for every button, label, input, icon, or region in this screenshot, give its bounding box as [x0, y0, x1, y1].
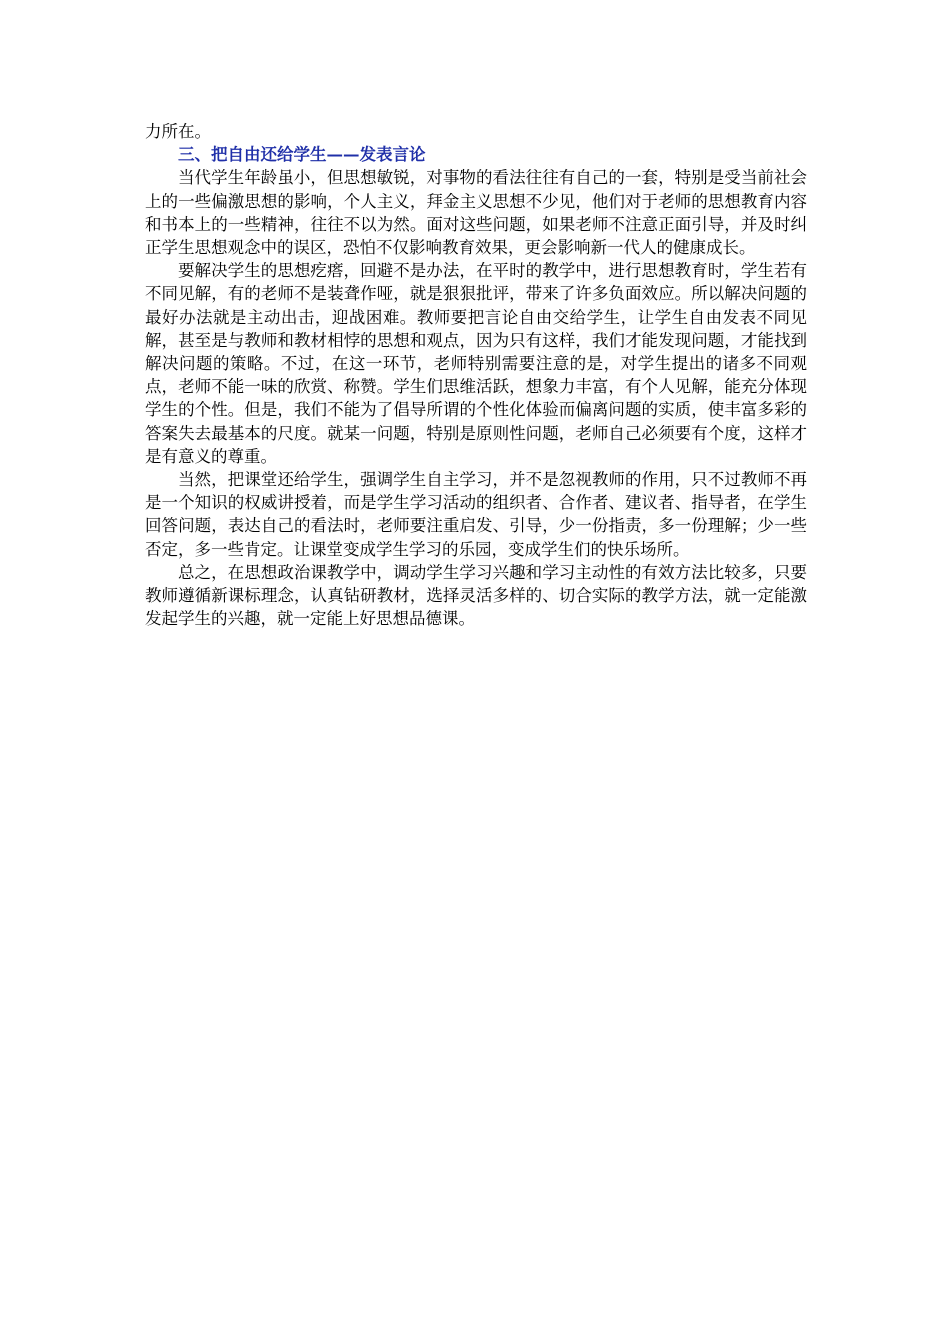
paragraph-3: 当然，把课堂还给学生，强调学生自主学习，并不是忽视教师的作用，只不过教师不再是一个知识的权威讲授着，而是学生学习活动的组织者、合作者、建议者、指导者，在学生回答问题，表达自己的看法时，老师要注重启发、引导，少一份指责，多一份理解；少一些否定，多一些肯定。让课堂变成学生学习的乐园，变成学生们的快乐场所。 [145, 470, 807, 559]
paragraph-4: 总之，在思想政治课教学中，调动学生学习兴趣和学习主动性的有效方法比较多，只要教师遵循新课标理念，认真钻研教材，选择灵活多样的、切合实际的教学方法，就一定能激发起学生的兴趣，就一定能上好思想品德课。 [145, 562, 807, 629]
paragraph-1: 当代学生年龄虽小，但思想敏锐，对事物的看法往往有自己的一套，特别是受当前社会上的一些偏激思想的影响，个人主义，拜金主义思想不少见，他们对于老师的思想教育内容和书本上的一些精神，往往不以为然。面对这些问题，如果老师不注意正面引导，并及时纠正学生思想观念中的误区，恐怕不仅影响教育效果，更会影响新一代人的健康成长。 [145, 168, 807, 258]
paragraph-2: 要解决学生的思想疙瘩，回避不是办法，在平时的教学中，进行思想教育时，学生若有不同见解，有的老师不是装聋作哑，就是狠狠批评，带来了许多负面效应。所以解决问题的最好办法就是主动出击，迎战困难。教师要把言论自由交给学生，让学生自由发表不同见解，甚至是与教师和教材相悖的思想和观点，因为只有这样，我们才能发现问题，才能找到解决问题的策略。不过，在这一环节，老师特别需要注意的是，对学生提出的诸多不同观点，老师不能一味的欣赏、称赞。学生们思维活跃，想象力丰富，有个人见解，能充分体现学生的个性。但是，我们不能为了倡导所谓的个性化体验而偏离问题的实质，使丰富多彩的答案失去最基本的尺度。就某一问题，特别是原则性问题，老师自己必须要有个度，这样才是有意义的尊重。 [145, 261, 807, 466]
document-body [145, 120, 807, 630]
section-heading: 三、把自由还给学生——发表言论 [178, 145, 426, 165]
lead-fragment: 力所在。 [145, 122, 211, 141]
